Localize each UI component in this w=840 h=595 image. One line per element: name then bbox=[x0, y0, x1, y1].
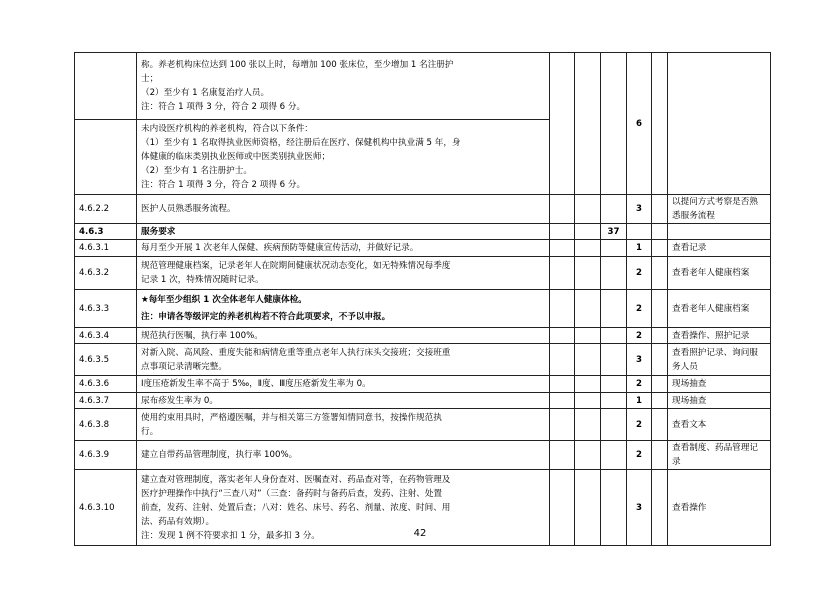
blank-cell bbox=[601, 240, 627, 257]
score-cell: 3 bbox=[627, 470, 652, 546]
blank-cell bbox=[601, 328, 627, 344]
evaluation-table bbox=[74, 52, 771, 546]
code-cell: 4.6.3.6 bbox=[75, 376, 137, 393]
table-row bbox=[75, 409, 771, 441]
blank-cell bbox=[652, 53, 668, 195]
blank-cell bbox=[575, 376, 601, 393]
table-row bbox=[75, 53, 771, 120]
blank-cell bbox=[627, 224, 652, 240]
requirement-line: Ⅰ度压疮新发生率不高于 5‰，Ⅱ度、Ⅲ度压疮新发生率为 0。 bbox=[141, 379, 371, 389]
table-row bbox=[75, 344, 771, 376]
method-cell: 查看操作 bbox=[668, 470, 771, 546]
requirement-line: 规范执行医嘱，执行率 100%。 bbox=[141, 330, 263, 341]
requirement-line: 建立查对管理制度，落实老年人身份查对、医嘱查对、药品查对等，在药物管理及 bbox=[141, 474, 451, 485]
code-cell: 4.6.3.9 bbox=[75, 441, 137, 470]
requirement-cell bbox=[137, 393, 550, 409]
blank-cell bbox=[550, 53, 575, 195]
blank-cell bbox=[575, 344, 601, 376]
blank-cell bbox=[601, 53, 627, 195]
score-cell: 2 bbox=[627, 257, 652, 290]
blank-cell bbox=[601, 195, 627, 224]
requirement-cell bbox=[137, 290, 550, 328]
requirement-line: 体健康的临床类别执业医师或中医类别执业医师； bbox=[141, 152, 331, 162]
method-cell bbox=[668, 53, 771, 195]
table-row bbox=[75, 240, 771, 257]
blank-cell bbox=[652, 328, 668, 344]
requirement-line: 称。养老机构床位达到 100 张以上时，每增加 100 张床位，至少增加 1 名注册护 bbox=[141, 60, 454, 70]
score-cell: 1 bbox=[627, 393, 652, 409]
requirement-line: ★每年至少组织 1 次全体老年人健康体检。 bbox=[141, 294, 307, 305]
score-cell: 2 bbox=[627, 376, 652, 393]
requirement-line: 注：申请各等级评定的养老机构若不符合此项要求，不予以申报。 bbox=[141, 311, 391, 322]
requirement-line: 对新入院、高风险、重度失能和病情危重等重点老年人执行床头交接班；交接班重 bbox=[141, 347, 451, 358]
blank-cell bbox=[550, 224, 575, 240]
requirement-line: 前查，发药、注射、处置后查；八对：姓名、床号、药名、剂量、浓度、时间、用 bbox=[141, 502, 451, 513]
blank-cell bbox=[550, 195, 575, 224]
requirement-line: 医疗护理操作中执行“三查八对”（三查：备药时与备药后查，发药、注射、处置 bbox=[141, 488, 443, 499]
blank-cell bbox=[575, 409, 601, 441]
method-cell: 查看记录 bbox=[668, 240, 771, 257]
blank-cell bbox=[575, 393, 601, 409]
method-cell: 现场抽查 bbox=[668, 376, 771, 393]
method-cell: 以提问方式考察是否熟悉服务流程 bbox=[668, 195, 771, 224]
table-row bbox=[75, 328, 771, 344]
blank-cell bbox=[601, 376, 627, 393]
method-cell: 查看老年人健康档案 bbox=[668, 290, 771, 328]
table-row bbox=[75, 224, 771, 240]
blank-cell bbox=[652, 290, 668, 328]
section-title-cell: 服务要求 bbox=[137, 224, 550, 240]
blank-cell bbox=[575, 53, 601, 195]
requirement-line: 建立自带药品管理制度，执行率 100%。 bbox=[141, 450, 298, 460]
code-cell: 4.6.3.2 bbox=[75, 257, 137, 290]
blank-cell bbox=[652, 409, 668, 441]
code-cell bbox=[75, 120, 137, 195]
blank-cell bbox=[550, 290, 575, 328]
blank-cell bbox=[601, 257, 627, 290]
blank-cell bbox=[550, 409, 575, 441]
requirement-line: （2）至少有 1 名注册护士。 bbox=[141, 166, 252, 176]
table-row bbox=[75, 257, 771, 290]
score-cell: 6 bbox=[627, 53, 652, 195]
requirement-cell bbox=[137, 328, 550, 344]
requirement-line: （2）至少有 1 名康复治疗人员。 bbox=[141, 88, 270, 98]
table-row bbox=[75, 290, 771, 328]
blank-cell bbox=[601, 409, 627, 441]
score-cell: 3 bbox=[627, 344, 652, 376]
blank-cell bbox=[652, 257, 668, 290]
blank-cell bbox=[550, 328, 575, 344]
requirement-line: 使用约束用具时，严格遵医嘱，并与相关第三方签署知情同意书，按操作规范执 bbox=[141, 412, 442, 423]
blank-cell bbox=[550, 240, 575, 257]
requirement-line: 医护人员熟悉服务流程。 bbox=[141, 204, 236, 214]
requirement-line: 注：符合 1 项得 3 分，符合 2 项得 6 分。 bbox=[141, 102, 306, 112]
code-cell: 4.6.3.7 bbox=[75, 393, 137, 409]
blank-cell bbox=[601, 393, 627, 409]
requirement-line: 注：发现 1 例不符要求扣 1 分，最多扣 3 分。 bbox=[141, 530, 320, 541]
blank-cell bbox=[601, 290, 627, 328]
score-cell: 2 bbox=[627, 328, 652, 344]
total-score-cell: 37 bbox=[601, 224, 627, 240]
requirement-cell bbox=[137, 441, 550, 470]
blank-cell bbox=[575, 290, 601, 328]
score-cell: 2 bbox=[627, 290, 652, 328]
blank-cell bbox=[575, 224, 601, 240]
code-cell: 4.6.2.2 bbox=[75, 195, 137, 224]
score-cell: 2 bbox=[627, 441, 652, 470]
method-cell: 查看操作、照护记录 bbox=[668, 328, 771, 344]
blank-cell bbox=[652, 393, 668, 409]
blank-cell bbox=[652, 376, 668, 393]
requirement-cell bbox=[137, 344, 550, 376]
code-cell: 4.6.3.1 bbox=[75, 240, 137, 257]
blank-cell bbox=[668, 224, 771, 240]
code-cell: 4.6.3.5 bbox=[75, 344, 137, 376]
blank-cell bbox=[652, 240, 668, 257]
requirement-line: 尿布疹发生率为 0。 bbox=[141, 395, 218, 406]
requirement-line: 士； bbox=[141, 74, 159, 84]
requirement-line: 行。 bbox=[141, 426, 159, 437]
requirement-line: 法、药品有效期）。 bbox=[141, 516, 215, 527]
code-cell: 4.6.3.4 bbox=[75, 328, 137, 344]
code-cell: 4.6.3.10 bbox=[75, 470, 137, 546]
table-row bbox=[75, 376, 771, 393]
code-cell: 4.6.3.3 bbox=[75, 290, 137, 328]
blank-cell bbox=[652, 224, 668, 240]
score-cell: 1 bbox=[627, 240, 652, 257]
requirement-cell bbox=[137, 240, 550, 257]
requirement-cell bbox=[137, 376, 550, 393]
code-cell bbox=[75, 53, 137, 120]
blank-cell bbox=[550, 393, 575, 409]
requirement-line: 记录 1 次，特殊情况随时记录。 bbox=[141, 275, 264, 285]
blank-cell bbox=[652, 344, 668, 376]
blank-cell bbox=[601, 344, 627, 376]
page-number: 42 bbox=[413, 528, 427, 539]
blank-cell bbox=[652, 441, 668, 470]
section-code-cell: 4.6.3 bbox=[75, 224, 137, 240]
method-cell: 查看文本 bbox=[668, 409, 771, 441]
method-cell: 查看制度、药品管理记录 bbox=[668, 441, 771, 470]
table-row bbox=[75, 441, 771, 470]
blank-cell bbox=[550, 344, 575, 376]
blank-cell bbox=[575, 240, 601, 257]
requirement-line: 未内设医疗机构的养老机构，符合以下条件： bbox=[141, 124, 313, 134]
score-cell: 3 bbox=[627, 195, 652, 224]
requirement-line: 规范管理健康档案，记录老年人在院期间健康状况动态变化，如无特殊情况每季度 bbox=[141, 261, 451, 271]
blank-cell bbox=[575, 328, 601, 344]
requirement-cell bbox=[137, 195, 550, 224]
blank-cell bbox=[550, 441, 575, 470]
method-cell: 现场抽查 bbox=[668, 393, 771, 409]
blank-cell bbox=[575, 257, 601, 290]
code-cell: 4.6.3.8 bbox=[75, 409, 137, 441]
table-row bbox=[75, 195, 771, 224]
blank-cell bbox=[575, 441, 601, 470]
blank-cell bbox=[652, 195, 668, 224]
blank-cell bbox=[550, 376, 575, 393]
requirement-line: （1）至少有 1 名取得执业医师资格，经注册后在医疗、保健机构中执业满 5 年，身 bbox=[141, 138, 461, 148]
table-row bbox=[75, 393, 771, 409]
score-cell: 2 bbox=[627, 409, 652, 441]
method-cell: 查看老年人健康档案 bbox=[668, 257, 771, 290]
requirement-cell bbox=[137, 120, 550, 195]
requirement-cell bbox=[137, 409, 550, 441]
blank-cell bbox=[550, 257, 575, 290]
blank-cell bbox=[575, 195, 601, 224]
method-cell: 查看照护记录、询问服务人员 bbox=[668, 344, 771, 376]
requirement-cell bbox=[137, 53, 550, 120]
requirement-cell bbox=[137, 257, 550, 290]
blank-cell bbox=[601, 441, 627, 470]
requirement-line: 点事项记录清晰完整。 bbox=[141, 361, 227, 372]
requirement-line: 注：符合 1 项得 3 分，符合 2 项得 6 分。 bbox=[141, 180, 306, 190]
requirement-line: 每月至少开展 1 次老年人保健、疾病预防等健康宣传活动，并做好记录。 bbox=[141, 243, 419, 253]
